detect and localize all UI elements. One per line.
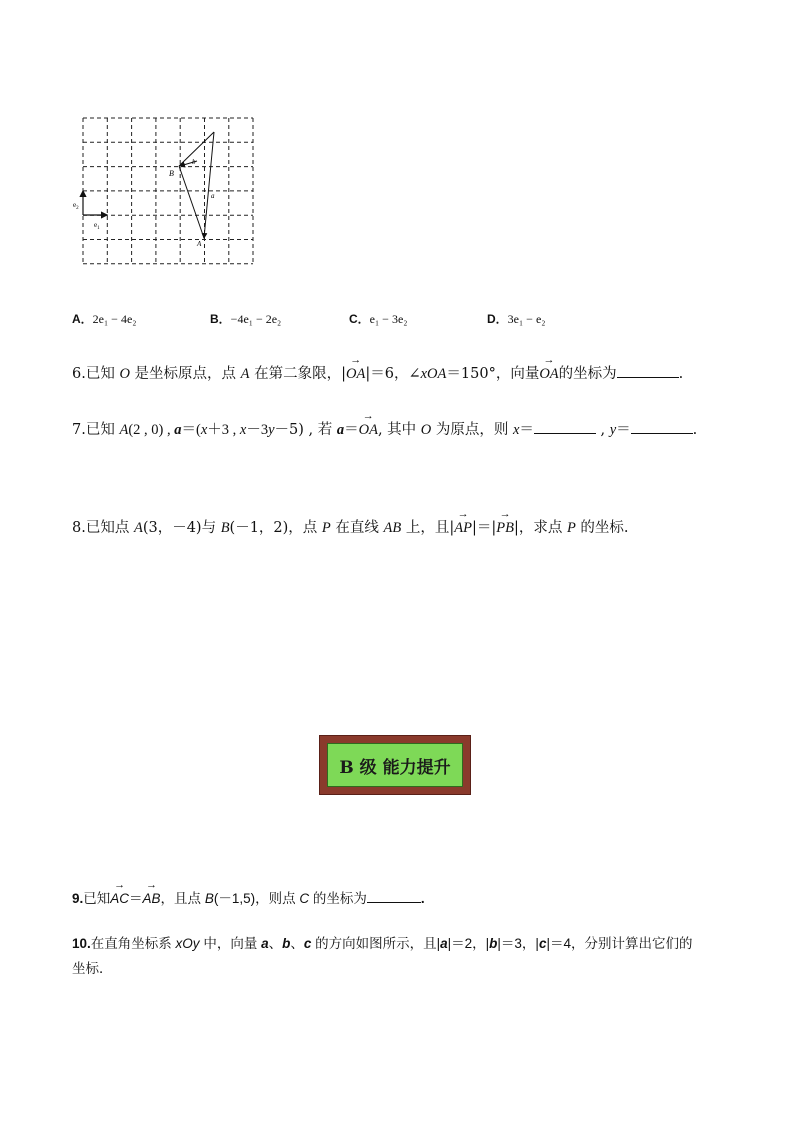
- vector-OA-2: → OA: [539, 366, 558, 383]
- question-7: 7.已知 A(2 , 0) , a＝(x＋3 , x－3y－5) , 若 a＝→ OA, 其中 O 为原点，则 x＝ , y＝ .: [72, 418, 697, 439]
- label-e2: $e_2$: [73, 201, 79, 211]
- banner-label: B 级 能力提升: [327, 743, 463, 787]
- grid-lines: [83, 118, 253, 264]
- question-10: 10.在直角坐标系 xOy 中，向量 a、b、c 的方向如图所示，且|a|＝2，|b|＝3，|c|＝4，分别计算出它们的: [72, 936, 693, 951]
- answer-blank-x[interactable]: [534, 433, 596, 434]
- question-10-line-2: 坐标．: [72, 961, 113, 976]
- question-6: 6.已知 O 是坐标原点，点 A 在第二象限，|→ OA|＝6，∠xOA＝150°，向量→ OA的坐标为 .: [72, 362, 683, 383]
- vector-OA-q7: → OA: [359, 422, 378, 439]
- answer-blank-q6[interactable]: [617, 377, 679, 378]
- vector-AC: → AC: [110, 891, 129, 906]
- vector-AP: → AP: [454, 520, 472, 537]
- label-e1: $e_1$: [94, 221, 100, 231]
- label-A: A: [197, 240, 202, 248]
- segment-BA: [179, 166, 204, 238]
- vector-grid-figure: [75, 112, 260, 272]
- vector-PB: → PB: [496, 520, 514, 537]
- question-8: 8.已知点 A(3，－4)与 B(－1，2)，点 P 在直线 AB 上，且|→ AP|＝|→ PB|，求点 P 的坐标.: [72, 516, 629, 537]
- choice-d[interactable]: D．3e₁ − e₂: [487, 312, 546, 326]
- answer-blank-y[interactable]: [631, 433, 693, 434]
- label-a: a: [211, 192, 215, 200]
- label-B: B: [169, 169, 174, 178]
- vector-AB: → AB: [143, 891, 161, 906]
- level-b-banner: [319, 735, 471, 795]
- vector-a: [204, 132, 214, 238]
- question-9: 9.已知→ AC＝→ AB，且点 B(－1,5)，则点 C 的坐标为 .: [72, 887, 425, 907]
- choice-b[interactable]: B．−4e₁ − 2e₂: [210, 312, 282, 326]
- choice-c[interactable]: C．e₁ − 3e₂: [349, 312, 408, 326]
- label-b: b: [192, 158, 196, 166]
- answer-blank-q9[interactable]: [367, 902, 421, 903]
- vector-OA: → OA: [346, 366, 365, 383]
- choice-a[interactable]: A．2e₁ − 4e₂: [72, 312, 137, 326]
